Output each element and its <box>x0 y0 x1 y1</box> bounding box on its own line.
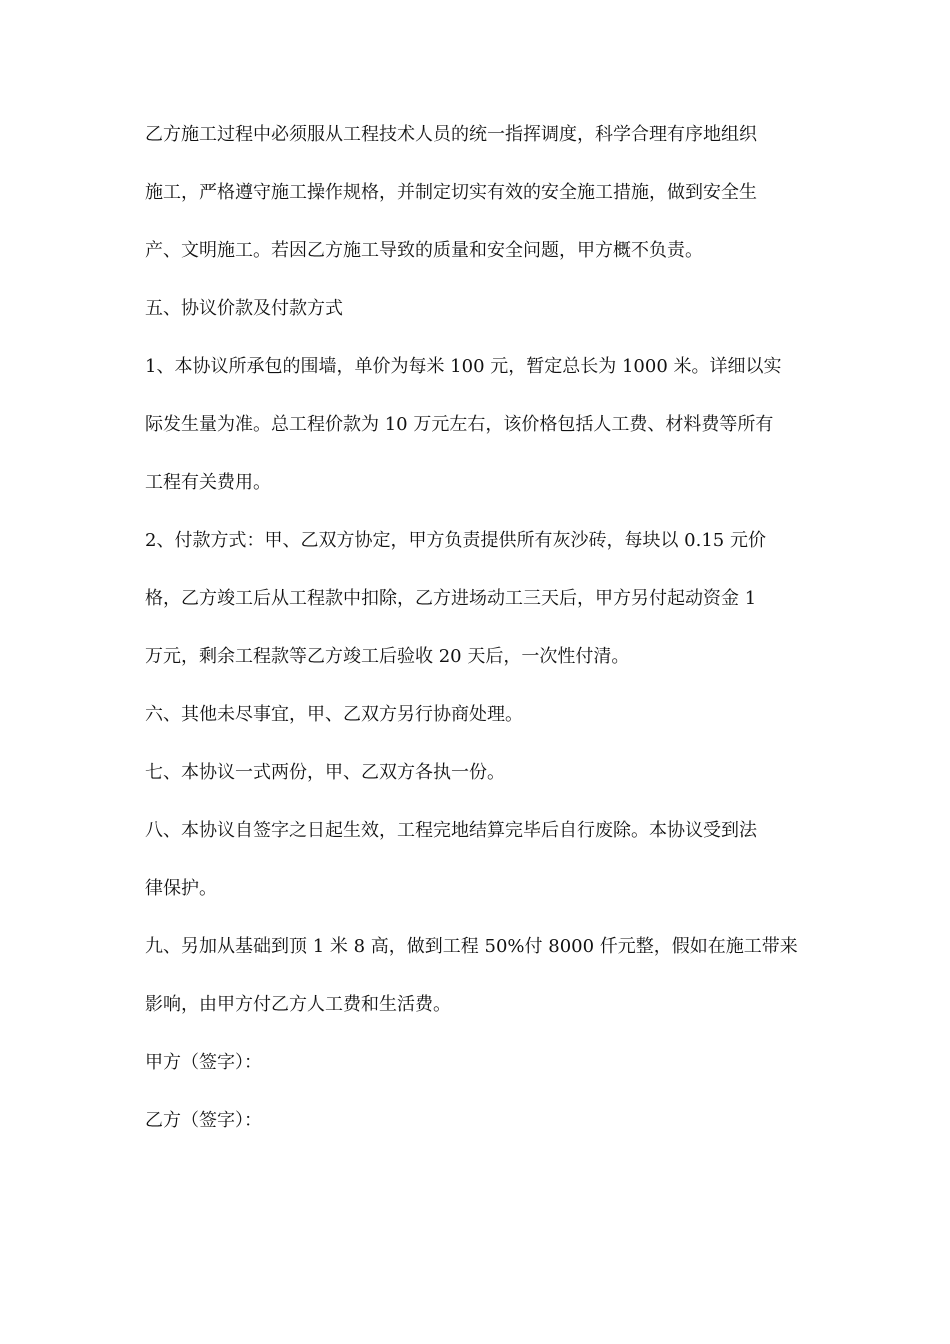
text-line: 际发生量为准。总工程价款为 10 万元左右，该价格包括人工费、材料费等所有 <box>145 414 774 435</box>
text-line: 产、文明施工。若因乙方施工导致的质量和安全问题，甲方概不负责。 <box>145 240 703 261</box>
clause-six: 六、其他未尽事宜，甲、乙双方另行协商处理。 <box>145 704 523 725</box>
party-a-signature-label: 甲方（签字）： <box>145 1052 262 1073</box>
text-line: 2、付款方式：甲、乙双方协定，甲方负责提供所有灰沙砖，每块以 0.15 元价 <box>145 530 766 551</box>
text-line: 乙方施工过程中必须服从工程技术人员的统一指挥调度，科学合理有序地组织 <box>145 124 757 145</box>
text-line: 1、本协议所承包的围墙，单价为每米 100 元，暂定总长为 1000 米。详细以实 <box>145 356 782 377</box>
section-heading: 五、协议价款及付款方式 <box>145 298 343 319</box>
text-line: 影响，由甲方付乙方人工费和生活费。 <box>145 994 451 1015</box>
text-line: 施工，严格遵守施工操作规格，并制定切实有效的安全施工措施，做到安全生 <box>145 182 757 203</box>
clause-seven: 七、本协议一式两份，甲、乙双方各执一份。 <box>145 762 505 783</box>
text-line: 律保护。 <box>145 878 217 899</box>
text-line: 工程有关费用。 <box>145 472 271 493</box>
text-line: 八、本协议自签字之日起生效，工程完地结算完毕后自行废除。本协议受到法 <box>145 820 757 841</box>
text-line: 万元，剩余工程款等乙方竣工后验收 20 天后，一次性付清。 <box>145 646 630 667</box>
party-b-signature-label: 乙方（签字）： <box>145 1110 262 1131</box>
text-line: 九、另加从基础到顶 1 米 8 高，做到工程 50%付 8000 仟元整，假如在施工带来 <box>145 936 798 957</box>
agreement-body <box>145 120 810 1135</box>
text-line: 格，乙方竣工后从工程款中扣除，乙方进场动工三天后，甲方另付起动资金 1 <box>145 588 757 609</box>
